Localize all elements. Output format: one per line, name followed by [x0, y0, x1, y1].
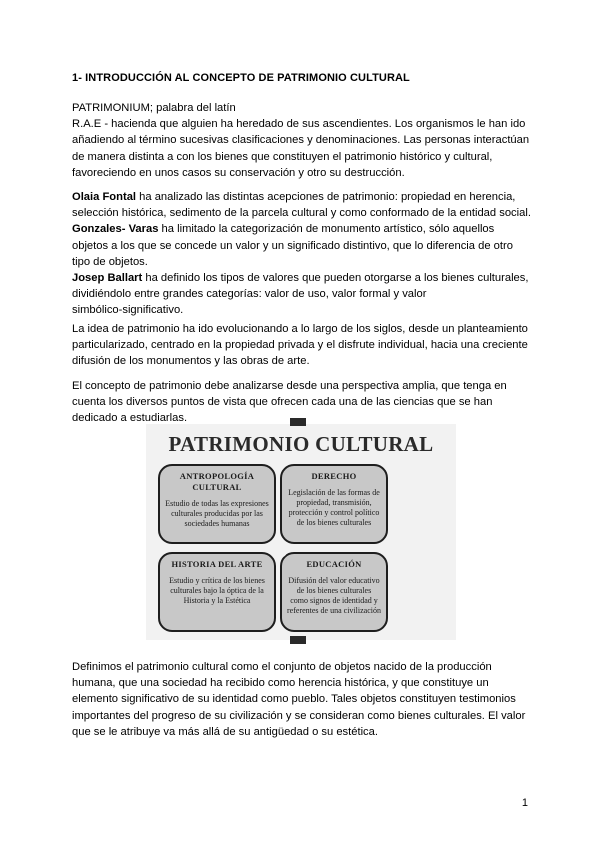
quadrant-title: ANTROPOLOGÍA CULTURAL: [179, 471, 255, 492]
author-name: Olaia Fontal: [72, 191, 137, 203]
text-line: elemento significativo de su identidad como pueblo. Tales objetos constituyen testimonios: [72, 693, 516, 706]
quadrant-historia-arte: [158, 552, 276, 632]
text-line: añadiendo al término sucesivas clasificaciones y denominaciones. Las personas interactúan: [72, 134, 530, 147]
quadrant-title: DERECHO: [311, 471, 357, 481]
paragraph-authors: [72, 189, 532, 319]
text-line: R.A.E - hacienda que alguien ha heredado de sus ascendientes. Los organismos le han ido: [72, 118, 526, 131]
text-line: Definimos el patrimonio cultural como el conjunto de objetos nacido de la producción: [72, 661, 492, 673]
text-line: tipo de objetos.: [72, 255, 148, 268]
text-line: simbólico-significativo.: [72, 304, 184, 317]
text-line: [72, 270, 532, 286]
text-line: humana, que una sociedad ha recibido como herencia histórica, y que constituye un: [72, 677, 489, 690]
author-name: Josep Ballart: [72, 272, 143, 285]
text-line: La idea de patrimonio ha ido evolucionando a lo largo de los siglos, desde un planteamiento: [72, 323, 528, 335]
text-line: dedicado a estudiarlas.: [72, 412, 188, 425]
diagram-tab-bottom: [290, 636, 306, 644]
text-line: El concepto de patrimonio debe analizarse desde una perspectiva amplia, que tenga en: [72, 380, 507, 392]
text-line: favoreciendo en unos casos su conservación y otro su destrucción.: [72, 166, 405, 179]
quadrant-derecho: [280, 464, 388, 544]
text-line: cuenta los diversos puntos de vista que ofrecen cada una de las ciencias que se han: [72, 396, 493, 409]
diagram-center-dot: [270, 540, 288, 558]
diagram-tab-top: [290, 418, 306, 426]
author-text: ha limitado la categorización de monumento artístico, sólo aquellos: [158, 223, 495, 236]
paragraph-definition-cultural: [72, 659, 532, 740]
quadrant-educacion: [280, 552, 388, 632]
text-line: PATRIMONIUM; palabra del latín: [72, 102, 236, 114]
text-line: selección histórica, sedimento de la parcela cultural y como conformado de la entidad social.: [72, 207, 531, 220]
quadrant-body: Estudio de todas las expresiones culturales producidas por las sociedades humanas: [165, 499, 269, 528]
paragraph-definition: [72, 100, 532, 181]
text-line: dividiéndolo entre grandes categorías: valor de uso, valor formal y valor: [72, 288, 427, 301]
quadrant-body: Estudio y crítica de los bienes culturales bajo la óptica de la Historia y la Estética: [169, 576, 265, 605]
quadrant-antropologia: [158, 464, 276, 544]
quadrant-title: EDUCACIÓN: [306, 559, 362, 569]
text-line: [72, 189, 532, 205]
paragraph-evolution: [72, 321, 532, 370]
section-heading: 1- INTRODUCCIÓN AL CONCEPTO DE PATRIMONIO CULTURAL: [72, 72, 410, 84]
text-line: que se le atribuye va más allá de su antigüedad o su estética.: [72, 725, 378, 738]
text-line: de manera distinta a con los bienes que constituyen el patrimonio histórico y cultural,: [72, 150, 493, 163]
page-number: 1: [521, 797, 528, 809]
quadrant-body: Legislación de las formas de propiedad, transmisión, protección y control político de los bienes culturales: [288, 488, 380, 527]
diagram-title: PATRIMONIO CULTURAL: [168, 432, 434, 456]
author-text: ha definido los tipos de valores que pueden otorgarse a los bienes culturales,: [142, 272, 529, 285]
text-line: particularizado, centrado en la propiedad privada y el disfrute individual, hacia una creciente: [72, 339, 528, 352]
patrimonio-cultural-diagram: [146, 424, 456, 640]
quadrant-title: HISTORIA DEL ARTE: [171, 559, 263, 569]
quadrant-body: Difusión del valor educativo de los bienes culturales como signos de identidad y referentes de una civilización: [287, 576, 381, 615]
text-line: objetos a los que se concede un valor y un significado distintivo, que lo diferencia de otro: [72, 239, 513, 252]
author-name: Gonzales- Varas: [72, 223, 159, 236]
text-line: [72, 221, 532, 237]
text-line: difusión de los monumentos y las obras de arte.: [72, 355, 310, 368]
text-line: importantes del progreso de su civilización y se consideran como bienes culturales. El valor: [72, 709, 526, 722]
author-text: ha analizado las distintas acepciones de patrimonio: propiedad en herencia,: [136, 191, 516, 203]
